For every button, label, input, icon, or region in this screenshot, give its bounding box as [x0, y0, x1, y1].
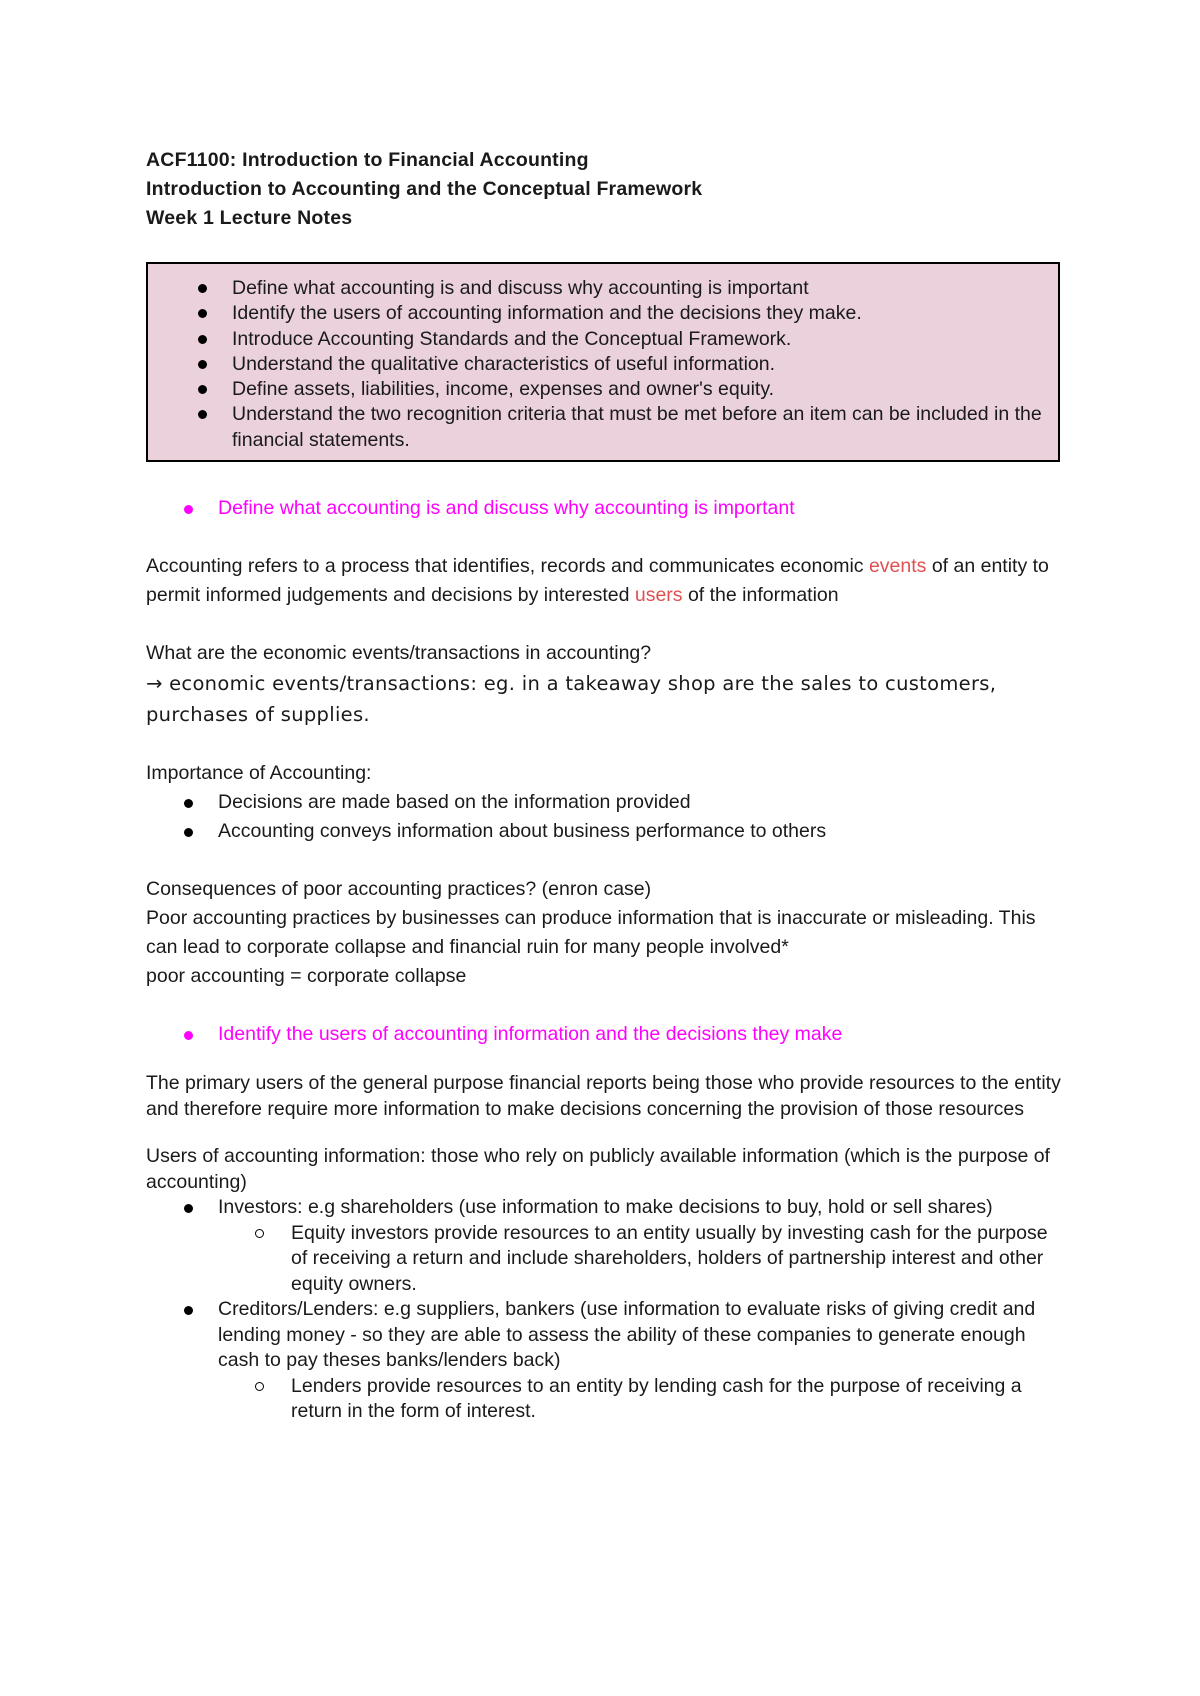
list-item-investors [146, 1195, 1066, 1297]
objective-item: Understand the two recognition criteria that must be met before an item can be included in the financial statements. [198, 402, 1042, 453]
document-body [146, 494, 1066, 1425]
objective-item: Understand the qualitative characteristics of useful information. [198, 352, 1042, 377]
events-answer: → economic events/transactions: eg. in a takeaway shop are the sales to customers, purchases of supplies. [146, 672, 997, 726]
keyword-events: events [868, 555, 927, 577]
course-title: ACF1100: Introduction to Financial Accounting [146, 149, 589, 171]
importance-list [146, 788, 1066, 846]
list-item-creditors [146, 1297, 1066, 1425]
consequences-summary: poor accounting = corporate collapse [146, 965, 467, 987]
objective-item: Introduce Accounting Standards and the Conceptual Framework. [198, 327, 1042, 352]
creditors-sublist [218, 1374, 1066, 1425]
section-heading-define: Define what accounting is and discuss why accounting is important [146, 494, 1066, 523]
users-intro: Users of accounting information: those who rely on publicly available information (which is the purpose of accounting) [146, 1145, 1050, 1193]
events-question: What are the economic events/transactions in accounting? [146, 642, 652, 664]
learning-objectives-box [146, 262, 1060, 462]
objective-item: Identify the users of accounting information and the decisions they make. [198, 301, 1042, 326]
objective-item: Define what accounting is and discuss why accounting is important [198, 276, 1042, 301]
definition-text: of an entity to permit informed judgements and decisions by interested [146, 555, 1049, 606]
list-item: Accounting conveys information about business performance to others [146, 817, 1066, 846]
accounting-definition [146, 552, 1066, 610]
topic-title: Introduction to Accounting and the Conceptual Framework [146, 178, 703, 200]
sub-list-item: Equity investors provide resources to an entity usually by investing cash for the purpose of receiving a return and include shareholders, holders of partnership interest and other equity owners. [218, 1221, 1066, 1298]
importance-title: Importance of Accounting: [146, 762, 372, 784]
users-list [146, 1195, 1066, 1425]
objective-item: Define assets, liabilities, income, expenses and owner's equity. [198, 377, 1042, 402]
consequences-title: Consequences of poor accounting practices? (enron case) [146, 878, 652, 900]
sub-list-item: Lenders provide resources to an entity by lending cash for the purpose of receiving a return in the form of interest. [218, 1374, 1066, 1425]
keyword-users: users [634, 584, 683, 606]
document-header [146, 146, 702, 233]
section-heading-users: Identify the users of accounting information and the decisions they make [146, 1020, 1066, 1049]
definition-text: of the information [682, 584, 839, 606]
definition-text: Accounting refers to a process that identifies, records and communicates economic [146, 555, 869, 577]
week-title: Week 1 Lecture Notes [146, 207, 353, 229]
primary-users-text: The primary users of the general purpose financial reports being those who provide resources to the entity and therefore require more information to make decisions concerning the provision of those resources [146, 1072, 1061, 1120]
creditors-text: Creditors/Lenders: e.g suppliers, bankers (use information to evaluate risks of giving credit and lending money - so they are able to assess the ability of these companies to generate enough cash to pay theses banks/lenders back) [218, 1298, 1036, 1371]
consequences-text: Poor accounting practices by businesses can produce information that is inaccurate or misleading. This can lead to corporate collapse and financial ruin for many people involved* [146, 907, 1036, 958]
investors-text: Investors: e.g shareholders (use information to make decisions to buy, hold or sell shares) [218, 1196, 993, 1218]
list-item: Decisions are made based on the information provided [146, 788, 1066, 817]
investors-sublist [218, 1221, 1066, 1298]
